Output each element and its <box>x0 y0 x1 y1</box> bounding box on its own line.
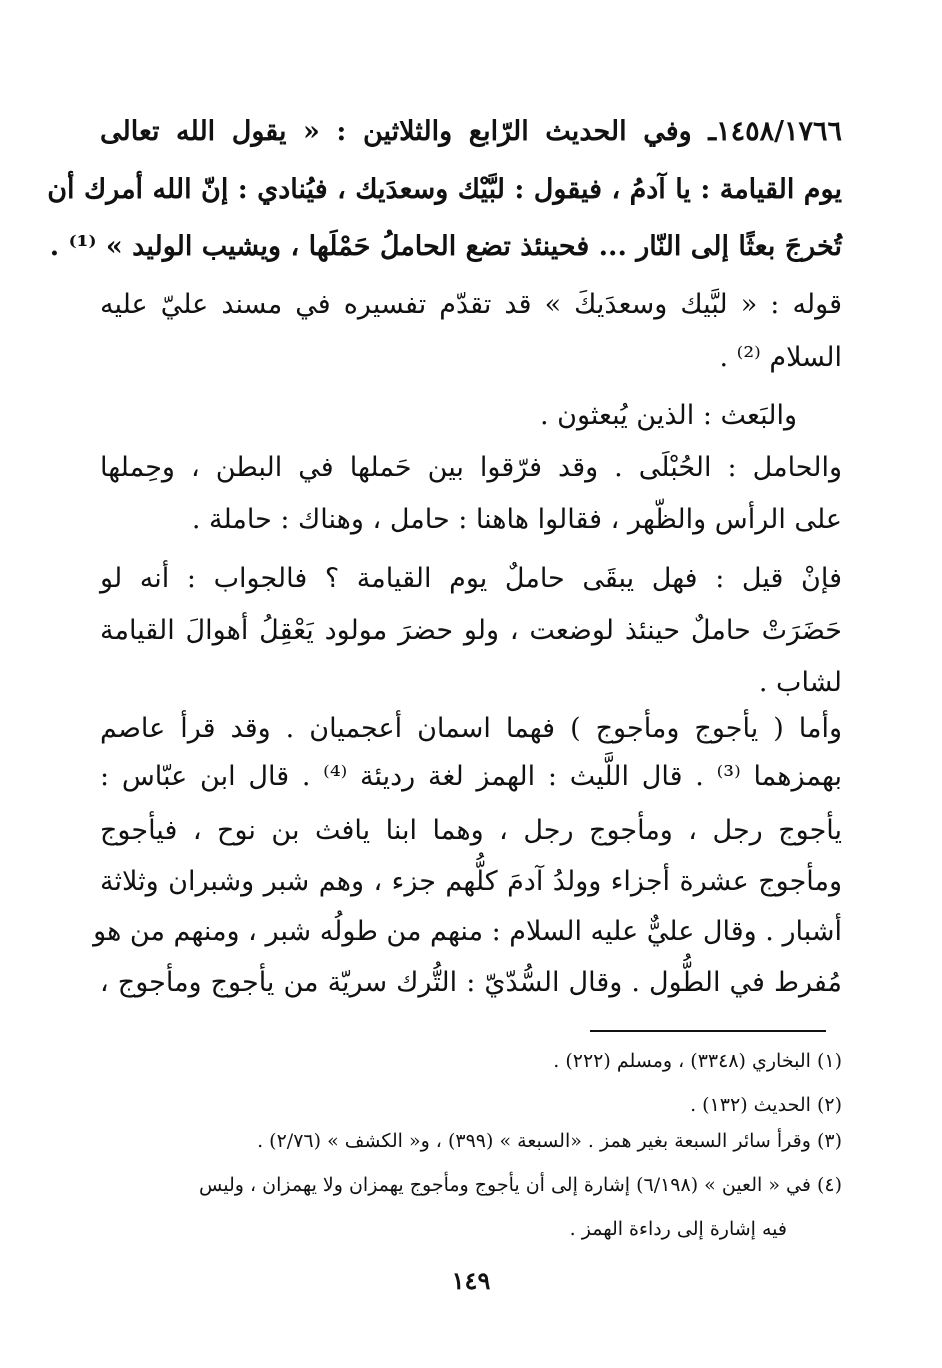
footnote-separator <box>590 1030 826 1032</box>
body-line: قوله : « لبَّيك وسعدَيكَ » قد تقدّم تفسيره في مسند عليّ عليه <box>100 289 842 320</box>
body-line: بهمزهما ⁽³⁾ . قال اللَّيث : الهمز لغة رديئة ⁽⁴⁾ . قال ابن عبّاس : <box>100 761 842 792</box>
footnote-4-continued: فيه إشارة إلى رداءة الهمز . <box>569 1218 787 1240</box>
footnote-1: (١) البخاري (٣٣٤٨) ، ومسلم (٢٢٢) . <box>553 1050 842 1072</box>
body-line: على الرأس والظّهر ، فقالوا هاهنا : حامل ، وهناك : حاملة . <box>191 504 842 535</box>
footnote-3: (٣) وقرأ سائر السبعة بغير همز . «السبعة » (٣٩٩) ، و« الكشف » (٢/٧٦) . <box>257 1130 842 1152</box>
body-line: لشاب . <box>758 667 842 698</box>
body-line: مُفرط في الطُّول . وقال السُّدّيّ : التُّرك سريّة من يأجوج ومأجوج ، <box>100 967 842 998</box>
body-line: أشبار . وقال عليٌّ عليه السلام : منهم من طولُه شبر ، ومنهم من هو <box>93 916 842 947</box>
body-line: والبَعث : الذين يُبعثون . <box>539 400 797 431</box>
body-line: يأجوج رجل ، ومأجوج رجل ، وهما ابنا يافث بن نوح ، فيأجوج <box>100 815 842 846</box>
body-line: ومأجوج عشرة أجزاء وولدُ آدمَ كلُّهم جزء ، وهم شبر وشبران وثلاثة <box>100 866 842 897</box>
footnote-2: (٢) الحديث (١٣٢) . <box>690 1094 842 1116</box>
hadith-line-3: تُخرجَ بعثًا إلى النّار ... فحينئذ تضع الحاملُ حَمْلَها ، ويشيب الوليد » ⁽¹⁾ . <box>49 231 842 262</box>
page-number: ١٤٩ <box>451 1266 491 1295</box>
body-line: السلام ⁽²⁾ . <box>719 342 842 373</box>
body-line: فإنْ قيل : فهل يبقَى حاملٌ يوم القيامة ؟ فالجواب : أنه لو <box>100 563 842 594</box>
body-line: والحامل : الحُبْلَى . وقد فرّقوا بين حَملها في البطن ، وحِملها <box>100 452 842 483</box>
body-line: حَضَرَتْ حاملٌ حينئذ لوضعت ، ولو حضرَ مولود يَعْقِلُ أهوالَ القيامة <box>100 615 842 646</box>
hadith-line-1: ١٤٥٨/١٧٦٦ـ وفي الحديث الرّابع والثلاثين : « يقول الله تعالى <box>100 116 842 147</box>
hadith-line-2: يوم القيامة : يا آدمُ ، فيقول : لبَّيْك وسعدَيك ، فيُنادي : إنّ الله أمرك أن <box>47 174 842 205</box>
footnote-4: (٤) في « العين » (٦/١٩٨) إشارة إلى أن يأجوج ومأجوج يهمزان ولا يهمزان ، وليس <box>199 1174 842 1196</box>
body-line: وأما ( يأجوج ومأجوج ) فهما اسمان أعجميان . وقد قرأ عاصم <box>100 713 842 744</box>
